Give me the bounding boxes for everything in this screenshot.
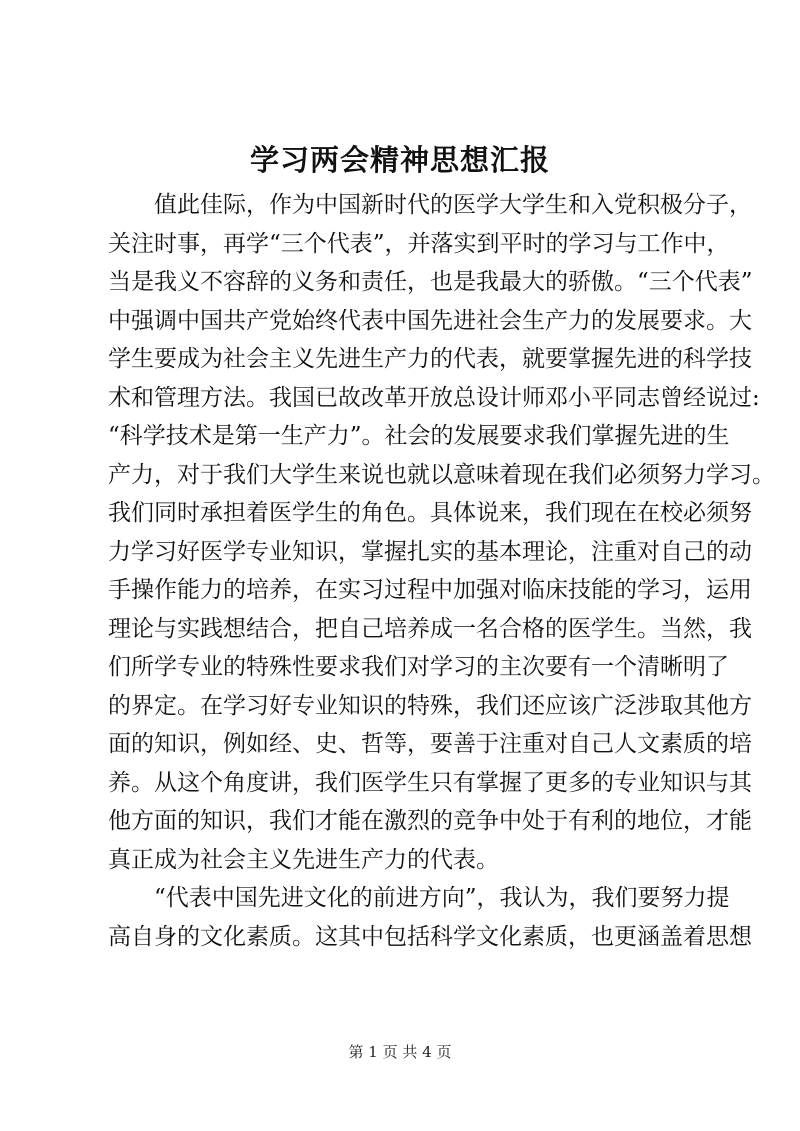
text-line: 手操作能力的培养，在实习过程中加强对临床技能的学习，运用	[108, 577, 752, 603]
page-footer: 第 1 页 共 4 页	[348, 1043, 452, 1061]
text-line: 真正成为社会主义先进生产力的代表。	[108, 846, 499, 873]
text-line: “代表中国先进文化的前进方向”，我认为，我们要努力提	[154, 885, 730, 911]
text-line: 值此佳际，作为中国新时代的医学大学生和入党积极分子，	[154, 192, 752, 218]
text-line: 他方面的知识，我们才能在激烈的竞争中处于有利的地位，才能	[108, 808, 752, 834]
text-line: 养。从这个角度讲，我们医学生只有掌握了更多的专业知识与其	[108, 769, 752, 796]
text-line: 力学习好医学专业知识，掌握扎实的基本理论，注重对自己的动	[108, 538, 752, 565]
text-line: 产力，对于我们大学生来说也就以意味着现在我们必须努力学习。	[108, 461, 775, 488]
text-line: 中强调中国共产党始终代表中国先进社会生产力的发展要求。大	[108, 307, 752, 334]
text-line: 们所学专业的特殊性要求我们对学习的主次要有一个清晰明了	[108, 654, 729, 680]
text-line: 术和管理方法。我国已故改革开放总设计师邓小平同志曾经说过:	[108, 384, 760, 411]
document-body	[108, 186, 775, 956]
text-line: “科学技术是第一生产力”。社会的发展要求我们掌握先进的生	[108, 423, 730, 449]
text-line: 的界定。在学习好专业知识的特殊，我们还应该广泛涉取其他方	[108, 692, 752, 719]
paragraph-1	[108, 186, 775, 879]
text-line: 我们同时承担着医学生的角色。具体说来，我们现在在校必须努	[108, 500, 752, 526]
text-line: 高自身的文化素质。这其中包括科学文化素质，也更涵盖着思想	[108, 923, 752, 950]
paragraph-2	[108, 879, 752, 956]
text-line: 关注时事，再学“三个代表”，并落实到平时的学习与工作中，	[108, 230, 730, 257]
text-line: 面的知识，例如经、史、哲等，要善于注重对自己人文素质的培	[108, 731, 752, 757]
text-line: 学生要成为社会主义先进生产力的代表，就要掌握先进的科学技	[108, 346, 752, 372]
document-title: 学习两会精神思想汇报	[249, 143, 550, 177]
text-line: 当是我义不容辞的义务和责任，也是我最大的骄傲。“三个代表”	[108, 269, 753, 295]
text-line: 理论与实践想结合，把自己培养成一名合格的医学生。当然，我	[108, 615, 752, 642]
